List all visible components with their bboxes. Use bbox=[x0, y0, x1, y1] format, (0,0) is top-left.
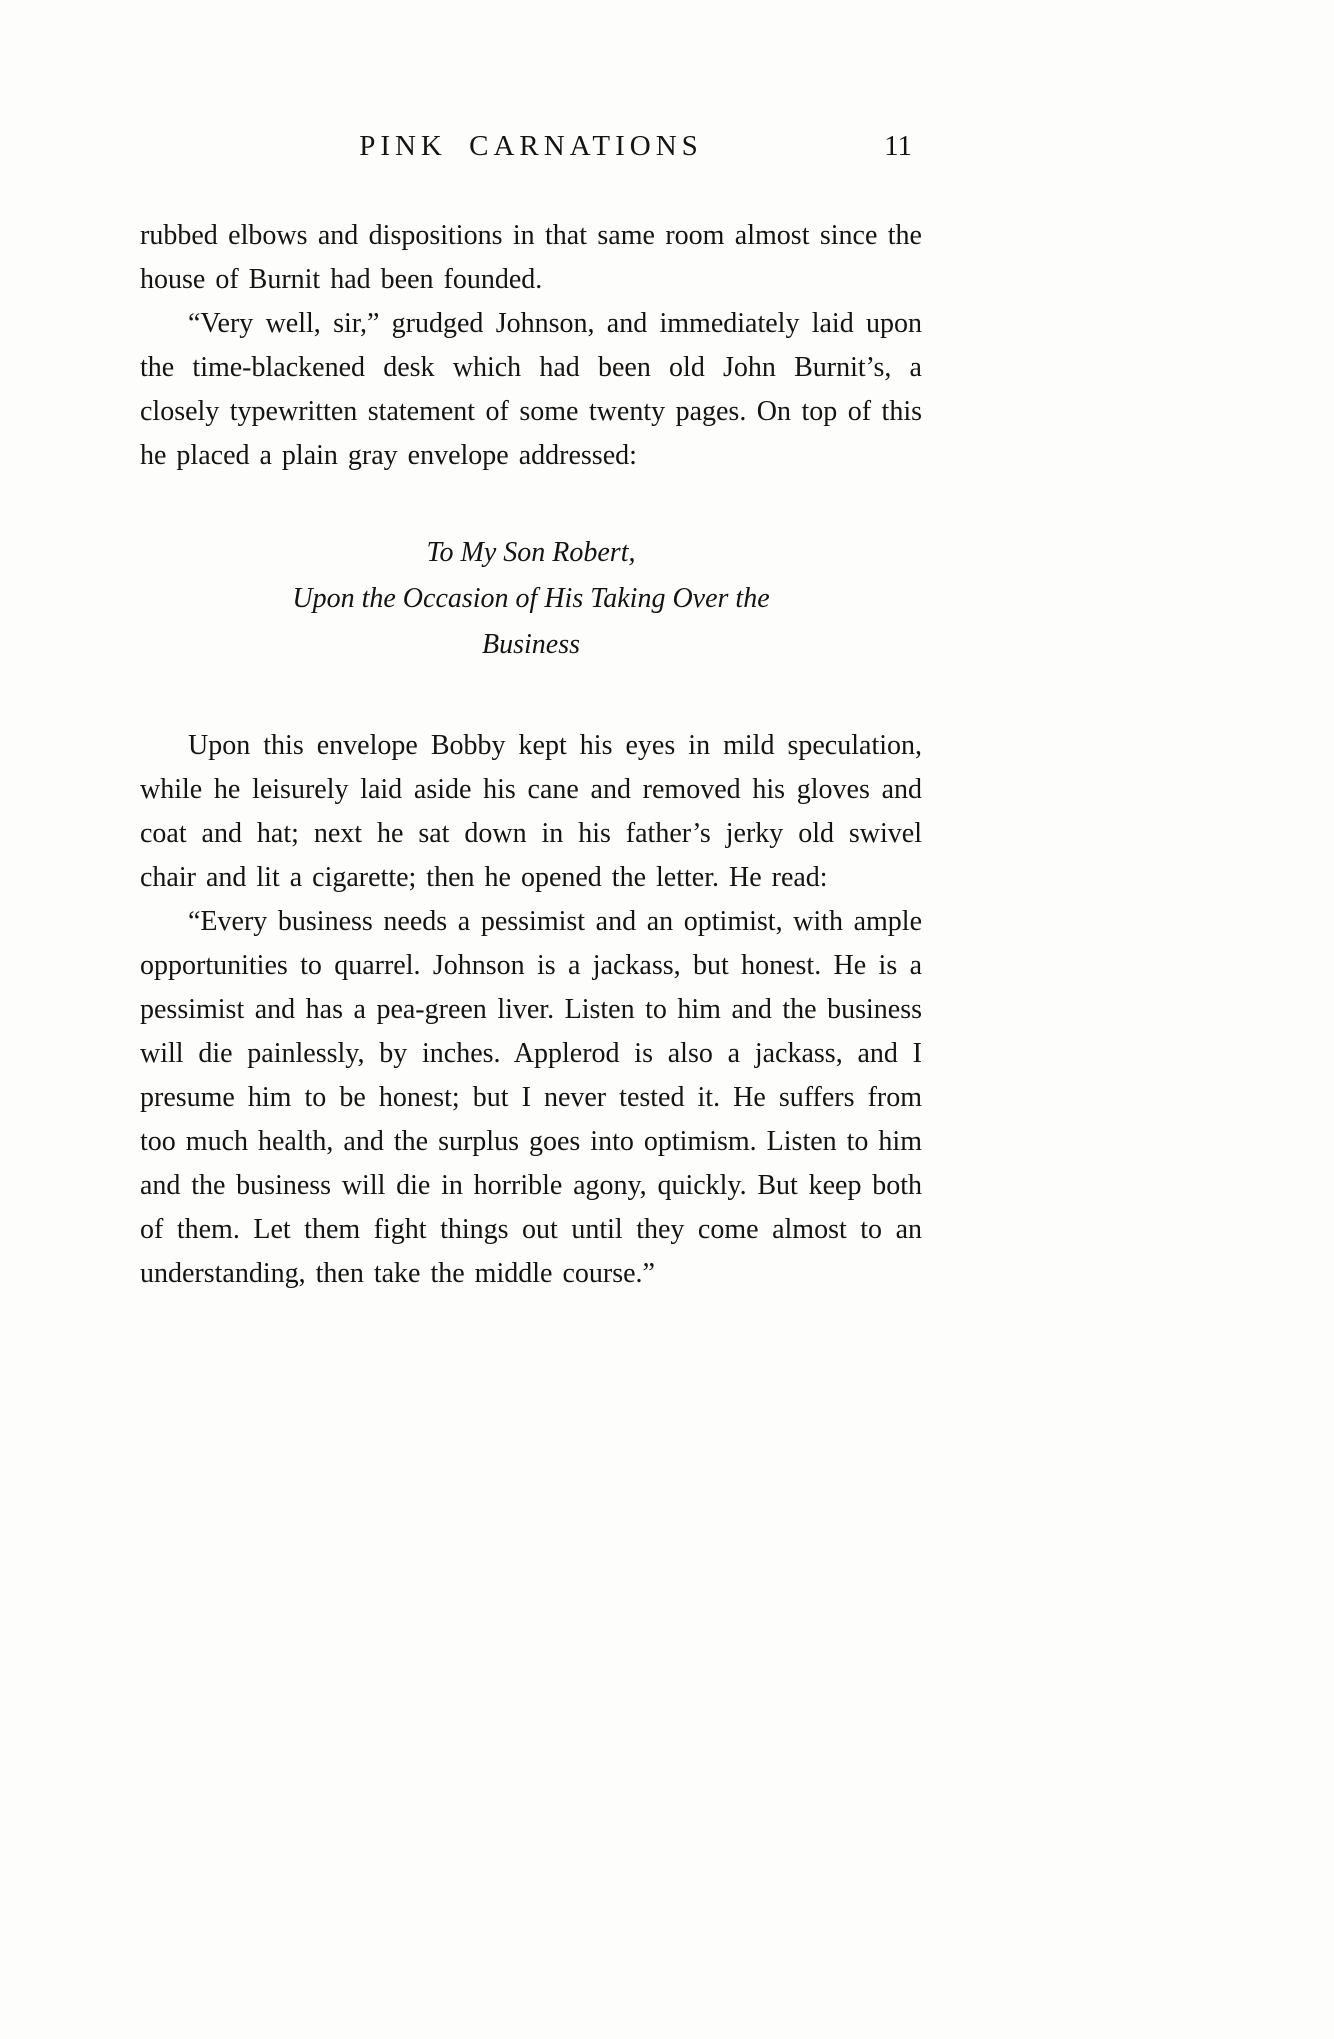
envelope-address-block bbox=[140, 530, 922, 668]
dedication-line-3: Business bbox=[482, 629, 580, 660]
dedication-line-2: Upon the Occasion of His Taking Over the bbox=[292, 583, 770, 614]
paragraph-very-well: “Very well, sir,” grudged Johnson, and immediately laid upon the time-blackened desk which had been old John Burnit’s, a closely typewritten statement of some twenty pages. On top of this he placed a plain gray envelope addressed: bbox=[140, 308, 922, 471]
page-header bbox=[140, 130, 922, 174]
paragraph-continuation: rubbed elbows and dispositions in that same room almost since the house of Burnit had been founded. bbox=[140, 220, 922, 295]
page-number: 11 bbox=[884, 130, 912, 162]
running-title: PINK CARNATIONS bbox=[359, 130, 703, 162]
letter-paragraph: “Every business needs a pessimist and an optimist, with ample opportunities to quarrel. Johnson is a jackass, but honest. He is a pessimist and has a pea-green liver. Listen to him and the business will die painlessly, by inches. Applerod is also a jackass, and I presume him to be honest; but I never tested it. He suffers from too much health, and the surplus goes into optimism. Listen to him and the business will die in horrible agony, quickly. But keep both of them. Let them fight things out until they come almost to an understanding, then take the middle course.” bbox=[140, 906, 922, 1289]
text-column bbox=[140, 130, 922, 1296]
dedication-line-1: To My Son Robert, bbox=[426, 537, 636, 568]
paragraph-upon-envelope: Upon this envelope Bobby kept his eyes in mild speculation, while he leisurely laid aside his cane and removed his gloves and coat and hat; next he sat down in his father’s jerky old swivel chair and lit a cigarette; then he opened the letter. He read: bbox=[140, 730, 922, 893]
